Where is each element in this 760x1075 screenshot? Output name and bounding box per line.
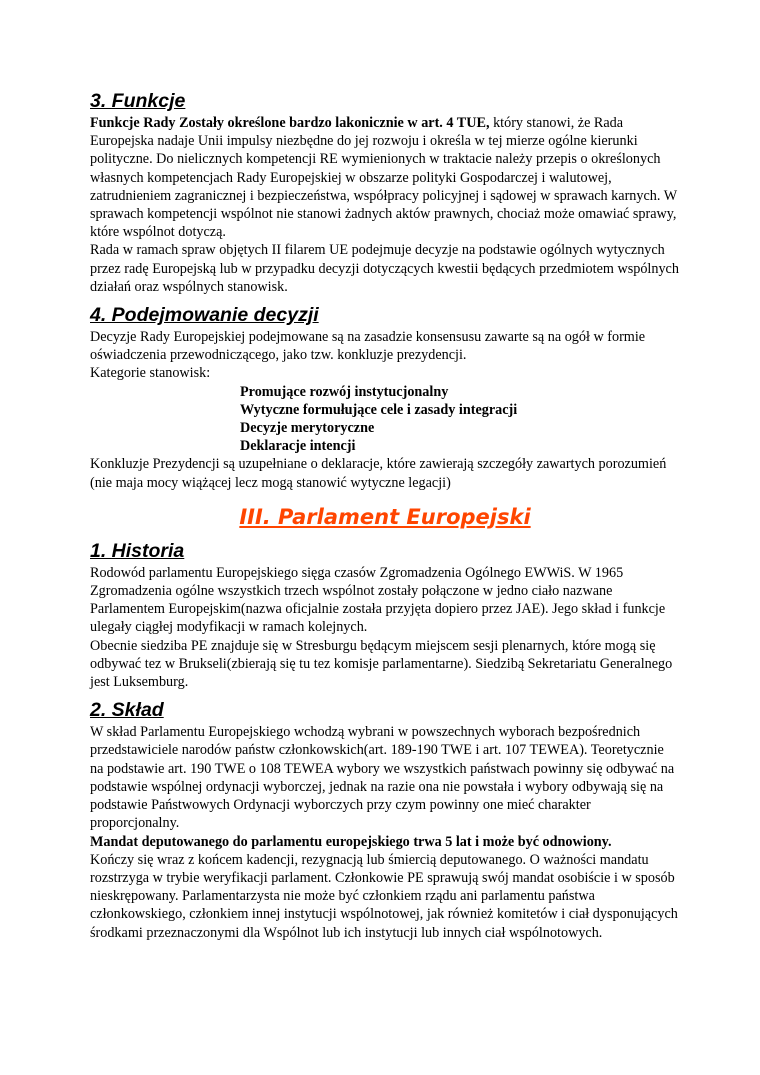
heading-podejmowanie-text: 4. Podejmowanie decyzji [90,304,319,327]
document-page [90,88,680,942]
paragraph-funkcje-2: Rada w ramach spraw objętych II filarem UE podejmuje decyzje na podstawie ogólnych wytycznych przez radę Europejską lub w przypadku decyzji dotyczących kwestii będących przedmiotem wspólnych działań oraz wspólnych stanowisk. [90,242,679,295]
list-item-text: Wytyczne formułujące cele i zasady integracji [240,401,518,418]
list-item-text: Deklaracje intencji [240,438,356,455]
list-item [218,437,680,455]
heading-historia-text: 1. Historia [90,539,185,562]
list-item [218,401,680,419]
funkcje-lead-bold: Funkcje Rady Zostały określone bardzo lakonicznie w art. 4 TUE, [90,115,490,131]
heading-sklad [90,697,680,723]
heading-funkcje-text: 3. Funkcje [90,90,186,112]
paragraph-sklad-2: Kończy się wraz z końcem kadencji, rezygnacją lub śmiercią deputowanego. O ważności mandatu rozstrzyga w trybie weryfikacji parlament. Członkowie PE sprawują swój mandat osobiście i w sposób nieskrępowany. Parlamentarzysta nie może być członkiem rządu ani parlamentu państwa członkowskiego, członkiem innej instytucji wspólnotowej, jak również komitetów i ciał dysponujących środkami przeznaczonymi dla Wspólnot lub ich instytucji lub innych ciał wspólnotowych. [90,851,678,941]
paragraph-decyzje-2: Kategorie stanowisk: [90,365,211,382]
heading-historia [90,538,680,564]
list-item [218,383,680,401]
list-item-text: Promujące rozwój instytucjonalny [240,383,449,400]
heading-funkcje [90,88,680,114]
heading-parlament-europejski: III. Parlament Europejski [239,504,531,529]
paragraph-historia-1: Rodowód parlamentu Europejskiego sięga czasów Zgromadzenia Ogólnego EWWiS. W 1965 Zgromadzenia ogólne wszystkich trzech wspólnot zostały połączone w jedno ciało nazwane Parlamentem Europejskim(nazwa oficjalnie została przyjęta dopiero przez JAE). Jego skład i funkcje ulegały ciągłej modyfikacji w ramach kolejnych. [90,564,666,636]
paragraph-decyzje-3: Konkluzje Prezydencji są uzupełniane o deklaracje, które zawierają szczegóły zawartych porozumień (nie maja mocy wiążącej lecz mogą stanowić wytyczne legacji) [90,456,667,491]
heading-sklad-text: 2. Skład [90,699,164,722]
paragraph-historia-2: Obecnie siedziba PE znajduje się w Stresburgu będącym miejscem sesji plenarnych, które mogą się odbywać tez w Brukseli(zbierają się tu tez komisje parlamentarne). Siedzibą Sekretariatu Generalnego jest Luksemburg. [90,637,673,691]
paragraph-decyzje-1: Decyzje Rady Europejskiej podejmowane są na zasadzie konsensusu zawarte są na ogół w formie oświadczenia przewodniczącego, jako tzw. konkluzje prezydencji. [90,329,646,364]
paragraph-funkcje-1 [90,114,680,241]
paragraph-sklad-mandat: Mandat deputowanego do parlamentu europejskiego trwa 5 lat i może być odnowiony. [90,833,612,850]
funkcje-lead-rest: który stanowi, że Rada Europejska nadaje Unii impulsy niezbędne do jej rozwoju i określa w tej mierze ogólne kierunki polityczne. Do nielicznych kompetencji RE wymienionych w traktacie należy przepis o określonych własnych kompetencjach Rady Europejskiej w obszarze polityki Gospodarczej i walutowej, zatrudnieniem zagranicznej i bezpieczeństwa, współpracy policyjnej i sądowej w sprawach karnych. W sprawach kompetencji wspólnot nie stanowi żadnych aktów prawnych, chociaż może omawiać sprawy, które wspólnot dotyczą. [90,115,677,241]
list-item [218,419,680,437]
categories-list [90,383,680,456]
heading-podejmowanie-decyzji [90,302,680,328]
paragraph-sklad-1: W skład Parlamentu Europejskiego wchodzą wybrani w powszechnych wyborach bezpośrednich przedstawiciele narodów państw członkowskich(art. 189-190 TWE i art. 107 TEWEA). Teoretycznie na podstawie art. 190 TWE o 108 TEWEA wybory we wszystkich państwach powinny się odbywać na podstawie wspólnej ordynacji wyborczej, jednak na razie ona nie powstała i wybory odbywają się na podstawie Państwowych Ordynacji wyborczych przy czym powinny one mieć charakter proporcjonalny. [90,724,675,832]
list-item-text: Decyzje merytoryczne [240,420,375,437]
